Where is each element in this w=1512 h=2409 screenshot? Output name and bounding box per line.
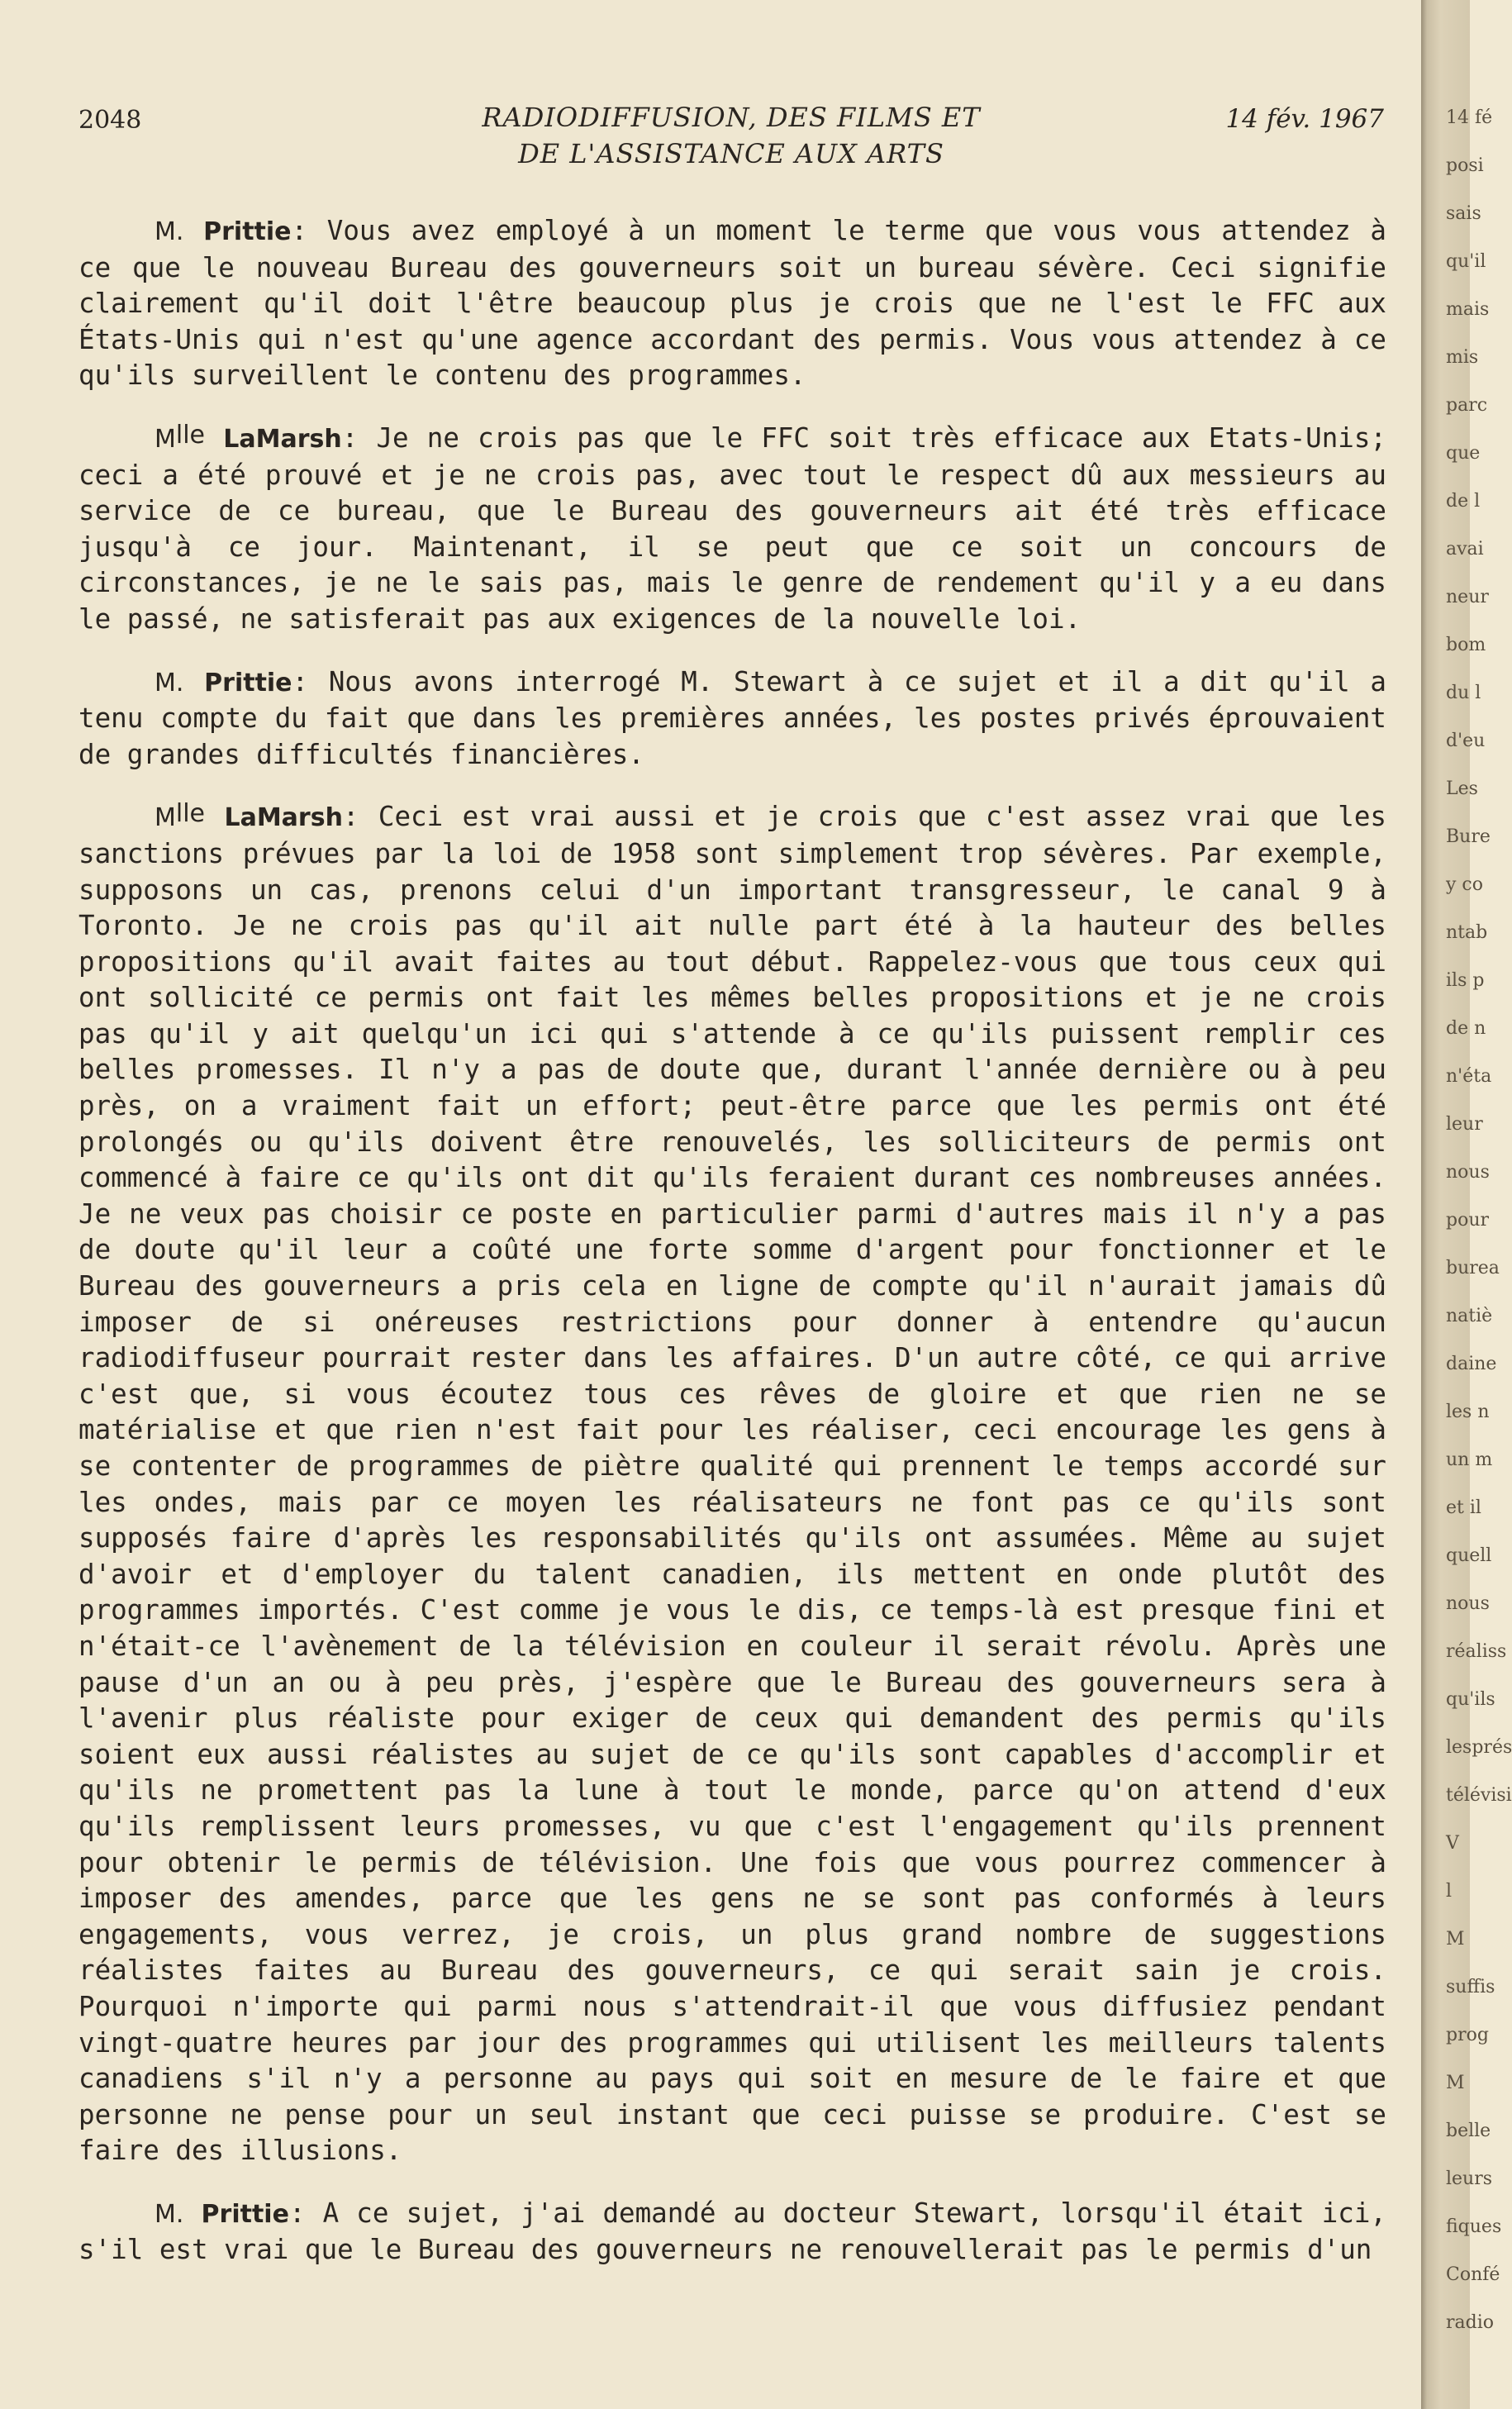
speaker-name: Prittie xyxy=(203,217,292,246)
adjacent-page-fragment: V xyxy=(1446,1833,1459,1854)
speaker-honorific: M. xyxy=(155,2199,184,2229)
adjacent-page-fragment: radio xyxy=(1446,2312,1494,2333)
paragraph-text: : Ceci est vrai aussi et je crois que c'est assez vrai que les sanctions prévues par la loi de 1958 sont simplement trop sévères. Par exemple, supposons un cas, prenons celui d'un important transgresseur, le canal 9 à Toronto. Je ne crois pas qu'il ait nulle part été à la hauteur des belles propositions qu'il avait faites au tout début. Rappelez-vous que tous ceux qui ont sollicité ce permis ont fait les mêmes belles propositions et je ne crois pas qu'il y ait quelqu'un ici qui s'attende à ce qu'ils puissent remplir ces belles promesses. Il n'y a pas de doute que, durant l'année dernière ou à peu près, on a vraiment fait un effort; peut-être parce que les permis ont été prolongés ou qu'ils doivent être renouvelés, les solliciteurs de permis ont commencé à faire ce qu'ils ont dit qu'ils feraient durant ces nombreuses années. Je ne veux pas choisir ce poste en particulier parmi d'autres mais il n'y a pas de doute qu'il leur a coûté une forte somme d'argent pour fonctionner et le Bureau des gouverneurs a pris cela en ligne de compte qu'il n'aurait jamais dû imposer de si onéreuses restrictions pour donner à entendre qu'aucun radiodiffuseur pourrait rester dans les affaires. D'un autre côté, ce qui arrive c'est que, si vous écoutez tous ces rêves de gloire et que rien ne se matérialise et que rien n'est fait pour les réaliser, ceci encourage les gens à se contenter de programmes de piètre qualité qui prennent le temps accordé sur les ondes, mais par ce moyen les réalisateurs ne font pas ce qu'ils sont supposés faire d'après les responsabilités qu'ils ont assumées. Même au sujet d'avoir et d'employer du talent canadien, ils mettent en onde plutôt des programmes importés. C'est comme je vous le dis, ce temps-là est presque fini et n'était-ce l'avènement de la télévision en couleur il serait révolu. Après une pause d'un an ou à peu près, j'espère que le Bureau des gouverneurs sera à l'avenir plus réaliste pour exiger de ceux qui demandent des permis qu'ils soient eux aussi réalistes au sujet de ce qu'ils sont capables d'accomplir et qu'ils ne promettent pas la lune à tout le monde, parce qu'on attend d'eux qu'ils remplissent leurs promesses, vu que c'est l'engagement qu'ils prennent pour obtenir le permis de télévision. Une fois que vous pourrez commencer à imposer des amendes, parce que les gens ne se sont pas conformés à leurs engagements, vous verrez, je crois, un plus grand nombre de suggestions réalistes faites au Bureau des gouverneurs, ce qui serait sain je crois. Pourquoi n'importe qui parmi nous s'attendrait-il que vous diffusiez pendant vingt-quatre heures par jour des programmes qui utilisent les meilleurs talents canadiens s'il n'y a personne au pays qui soit en mesure de le faire et que personne ne pense pour un seul instant que ceci puisse se produire. C'est se faire des illusions. xyxy=(78,801,1386,2167)
adjacent-page-fragment: de l xyxy=(1446,491,1481,512)
paragraph-1 xyxy=(78,213,1386,394)
adjacent-page-fragment: prog xyxy=(1446,2025,1489,2045)
adjacent-page-fragment: leur xyxy=(1446,1114,1483,1135)
adjacent-page-fragment: quell xyxy=(1446,1545,1492,1566)
adjacent-page-fragment: Confé xyxy=(1446,2264,1500,2285)
paragraph-text: : A ce sujet, j'ai demandé au docteur Stewart, lorsqu'il était ici, s'il est vrai que le Bureau des gouverneurs ne renouvellerait pas le permis d'un xyxy=(78,2197,1386,2266)
adjacent-page-fragment: que xyxy=(1446,443,1481,464)
adjacent-page-fragment: mais xyxy=(1446,299,1490,320)
speaker-name: LaMarsh xyxy=(223,424,342,454)
speaker-name: Prittie xyxy=(204,668,292,697)
adjacent-page-fragment: suffis xyxy=(1446,1977,1495,1997)
adjacent-page-fragment: mis xyxy=(1446,347,1479,368)
running-title xyxy=(78,99,1384,172)
adjacent-page-fragment: burea xyxy=(1446,1258,1500,1278)
paragraph-4 xyxy=(78,799,1386,2169)
paragraph-2 xyxy=(78,421,1386,638)
adjacent-page-fragment: neur xyxy=(1446,587,1489,607)
speaker-name: Prittie xyxy=(201,2199,289,2229)
speaker-honorific-superscript: lle xyxy=(175,799,206,829)
adjacent-page-fragment: Bure xyxy=(1446,826,1491,847)
speaker-honorific-superscript: lle xyxy=(175,420,206,450)
adjacent-page-fragment: du l xyxy=(1446,683,1481,703)
running-title-line-1: RADIODIFFUSION, DES FILMS ET xyxy=(482,102,981,133)
adjacent-page-fragment: fiques xyxy=(1446,2216,1502,2237)
paragraph-text: : Nous avons interrogé M. Stewart à ce sujet et il a dit qu'il a tenu compte du fait que dans les premières années, les postes privés éprouvaient de grandes difficultés financières. xyxy=(78,665,1386,770)
adjacent-page-fragment: daine xyxy=(1446,1354,1497,1374)
page-number: 2048 xyxy=(78,106,142,135)
paragraph-3 xyxy=(78,664,1386,774)
adjacent-page-fragment: ntab xyxy=(1446,922,1488,943)
adjacent-page-fragment: ils p xyxy=(1446,970,1485,991)
adjacent-page-fragment: natiè xyxy=(1446,1306,1493,1326)
adjacent-page-fragment: les n xyxy=(1446,1402,1490,1422)
adjacent-page-fragment: bom xyxy=(1446,635,1486,655)
adjacent-page-fragment: lesprés xyxy=(1446,1737,1512,1758)
adjacent-page-fragment: sais xyxy=(1446,203,1481,224)
transcript-body xyxy=(78,213,1386,2295)
adjacent-page-fragment: qu'il xyxy=(1446,251,1486,272)
adjacent-page-fragment: et il xyxy=(1446,1497,1481,1518)
paragraph-text: : Vous avez employé à un moment le terme que vous vous attendez à ce que le nouveau Bureau des gouverneurs soit un bureau sévère. Ceci signifie clairement qu'il doit l'être beaucoup plus je crois que ne l'est le FFC aux États-Unis qui n'est qu'une agence accordant des permis. Vous vous attendez à ce qu'ils surveillent le contenu des programmes. xyxy=(78,215,1386,392)
adjacent-page-fragment: qu'ils xyxy=(1446,1689,1495,1710)
adjacent-page-fragment: belle xyxy=(1446,2121,1491,2141)
adjacent-page-fragment: réaliss xyxy=(1446,1641,1507,1662)
adjacent-page-edge xyxy=(1421,0,1512,2409)
adjacent-page-fragment: y co xyxy=(1446,874,1483,895)
adjacent-page-fragment: Les xyxy=(1446,778,1478,799)
speaker-honorific: M. xyxy=(155,668,184,697)
speaker-honorific: M xyxy=(155,803,176,833)
running-title-line-2: DE L'ASSISTANCE AUX ARTS xyxy=(518,138,944,169)
adjacent-page-fragment: M xyxy=(1446,1929,1465,1950)
adjacent-page-fragment: l xyxy=(1446,1881,1453,1902)
header-date: 14 fév. 1967 xyxy=(1225,104,1384,134)
adjacent-page-fragment: avai xyxy=(1446,539,1484,559)
paragraph-text: : Je ne crois pas que le FFC soit très efficace aux Etats-Unis; ceci a été prouvé et je ne crois pas, avec tout le respect dû aux messieurs au service de ce bureau, que le Bureau des gouverneurs ait été très efficace jusqu'à ce jour. Maintenant, il se peut que ce soit un concours de circonstances, je ne le sais pas, mais le genre de rendement qu'il y a eu dans le passé, ne satisferait pas aux exigences de la nouvelle loi. xyxy=(78,421,1386,635)
adjacent-page-fragment: télévisi xyxy=(1446,1785,1512,1806)
paragraph-5 xyxy=(78,2196,1386,2269)
speaker-name: LaMarsh xyxy=(224,803,343,833)
adjacent-page-fragment: un m xyxy=(1446,1450,1493,1470)
adjacent-page-fragment: n'éta xyxy=(1446,1066,1492,1087)
adjacent-page-fragment: nous xyxy=(1446,1162,1490,1183)
adjacent-page-fragment: d'eu xyxy=(1446,731,1486,751)
adjacent-page-fragment: posi xyxy=(1446,155,1484,176)
adjacent-page-fragment: M xyxy=(1446,2073,1465,2093)
speaker-honorific: M. xyxy=(155,217,184,246)
adjacent-page-fragment: de n xyxy=(1446,1018,1486,1039)
running-header xyxy=(78,99,1384,174)
adjacent-page-fragment: parc xyxy=(1446,395,1488,416)
adjacent-page-fragment: pour xyxy=(1446,1210,1490,1231)
speaker-honorific: M xyxy=(155,424,176,454)
adjacent-page-fragment: nous xyxy=(1446,1593,1490,1614)
adjacent-page-fragment: 14 fé xyxy=(1446,107,1493,128)
adjacent-page-fragment: leurs xyxy=(1446,2169,1493,2189)
